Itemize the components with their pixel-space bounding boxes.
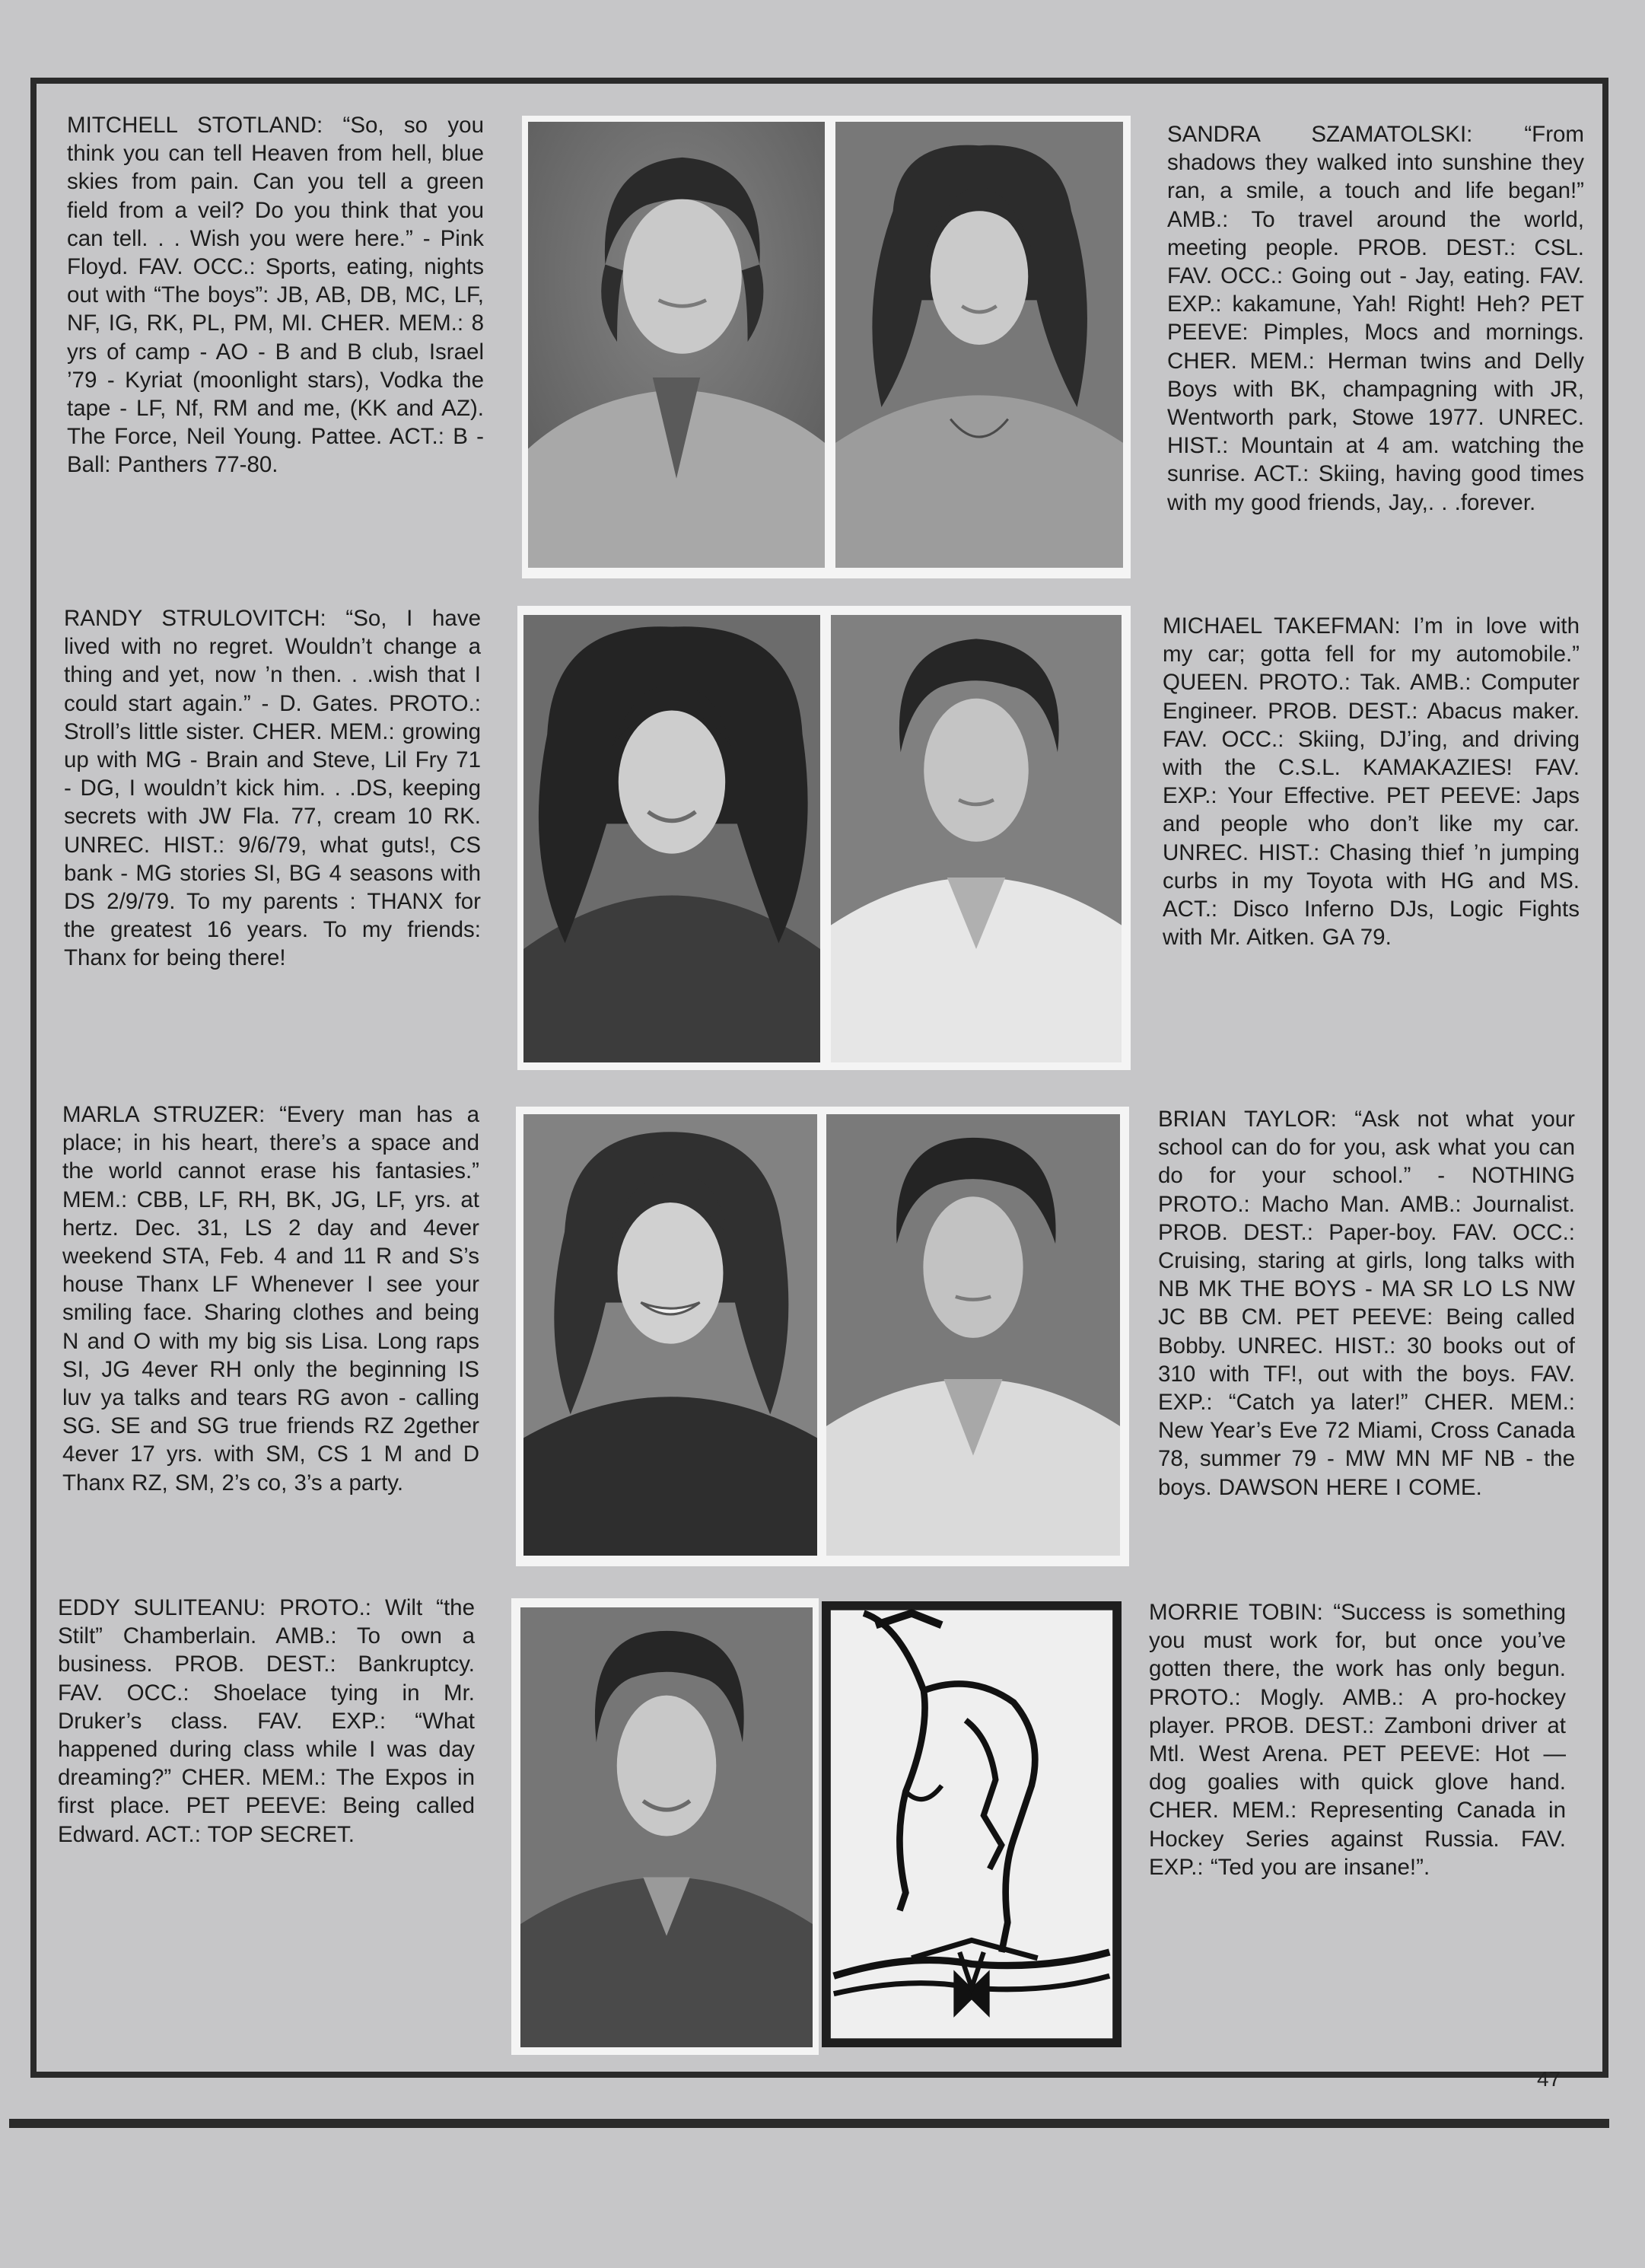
drawing-morrie-tobin <box>822 1601 1122 2047</box>
bio-brian-taylor: BRIAN TAYLOR: “Ask not what your school can do for you, ask what you can do for your school.” - NOTHING PROTO.: Macho Man. AMB.: Journalist. PROB. DEST.: Paper-boy. FAV. OCC.: Cruising, staring at girls, long talks with NB MK THE BOYS - MA SR LO LS NW JC BB CM. PET PEEVE: Being called Bobby. UNREC. HIST.: 30 books out of 310 with TF!, out with the boys. FAV. EXP.: “Catch ya later!” CHER. MEM.: New Year’s Eve 72 Miami, Cross Canada 78, summer 79 - MW MN MF NB - the boys. DAWSON HERE I COME. <box>1158 1107 1575 1500</box>
bio-morrie-tobin: MORRIE TOBIN: “Success is something you must work for, but once you’ve gotten there, the work has only begun. PROTO.: Mogly. AMB.: A pro-hockey player. PROB. DEST.: Zamboni driver at Mtl. West Arena. PET PEEVE: Hot — dog goalies with quick glove hand. CHER. MEM.: Representing Canada in Hockey Series against Russia. FAV. EXP.: “Ted you are insane!”. <box>1149 1600 1566 1880</box>
portrait-brian-taylor <box>826 1114 1120 1556</box>
bio-marla-struzer: MARLA STRUZER: “Every man has a place; in his heart, there’s a space and the world cannot erase his fantasies.” MEM.: CBB, LF, RH, BK, JG, LF, yrs. at hertz. Dec. 31, LS 2 day and 4ever weekend STA, Feb. 4 and 11 R and S’s house Thanx LF Whenever I see your smiling face. Sharing clothes and being N and O with my big sis Lisa. Long raps SI, JG 4ever RH only the beginning IS luv ya talks and tears RG avon - calling SG. SE and SG true friends RZ 2gether 4ever 17 yrs. with SM, CS 1 M and D Thanx RZ, SM, 2’s co, 3’s a party. <box>62 1102 479 1496</box>
bio-randy-strulovitch: RANDY STRULOVITCH: “So, I have lived with no regret. Wouldn’t change a thing and yet, now ’n then. . .wish that I could start again.” - D. Gates. PROTO.: Stroll’s little sister. CHER. MEM.: growing up with MG - Brain and Steve, Lil Fry 71 - DG, I wouldn’t kick him. . .DS, keeping secrets with JW Fla. 77, cream 10 RK. UNREC. HIST.: 9/6/79, what guts!, CS bank - MG stories SI, BG 4 seasons with DS 2/9/79. To my parents : THANX for the greatest 16 years. To my friends: Thanx for being there! <box>64 606 481 971</box>
portrait-sandra-szamatolski <box>835 122 1123 568</box>
bio-mitchell-stotland: MITCHELL STOTLAND: “So, so you think you can tell Heaven from hell, blue skies from pain. Can you tell a green field from a veil? Do you think that you can tell. . . Wish you were here.” - Pink Floyd. FAV. OCC.: Sports, eating, nights out with “The boys”: JB, AB, DB, MC, LF, NF, IG, RK, PL, PM, MI. CHER. MEM.: 8 yrs of camp - AO - B and B club, Israel ’79 - Kyriat (moonlight stars), Vodka the tape - LF, Nf, RM and me, (KK and AZ). The Force, Neil Young. Pattee. ACT.: B - Ball: Panthers 77-80. <box>67 113 484 478</box>
portrait-marla-struzer <box>523 1114 817 1556</box>
bio-eddy-suliteanu: EDDY SULITEANU: PROTO.: Wilt “the Stilt” Chamberlain. AMB.: To own a business. PROB. DEST.: Bankruptcy. FAV. OCC.: Shoelace tying in Mr. Druker’s class. FAV. EXP.: “What happened during class while I was day dreaming?” CHER. MEM.: The Expos in first place. PET PEEVE: Being called Edward. ACT.: TOP SECRET. <box>58 1595 475 1847</box>
bottom-rule <box>9 2119 1609 2128</box>
portrait-randy-strulovitch <box>523 615 820 1062</box>
portrait-mitchell-stotland <box>528 122 825 568</box>
page-number: 47 <box>1537 2067 1561 2091</box>
bio-michael-takefman: MICHAEL TAKEFMAN: I’m in love with my car; gotta fell for my automobile.” QUEEN. PROTO.: Tak. AMB.: Computer Engineer. PROB. DEST.: Abacus maker. FAV. OCC.: Skiing, DJ’ing, and driving with the C.S.L. KAMAKAZIES! FAV. EXP.: Your Effective. PET PEEVE: Japs and people who don’t like my car. UNREC. HIST.: Chasing thief ’n jumping curbs in my Toyota with HG and MS. ACT.: Disco Inferno DJs, Logic Fights with Mr. Aitken. GA 79. <box>1163 613 1580 951</box>
portrait-michael-takefman <box>831 615 1122 1062</box>
portrait-eddy-suliteanu <box>520 1607 813 2047</box>
bio-sandra-szamatolski: SANDRA SZAMATOLSKI: “From shadows they walked into sunshine they ran, a smile, a touch and life began!” AMB.: To travel around the world, meeting people. PROB. DEST.: CSL. FAV. OCC.: Going out - Jay, eating. FAV. EXP.: kakamune, Yah! Right! Heh? PET PEEVE: Pimples, Mocs and mornings. CHER. MEM.: Herman twins and Delly Boys with BK, champagning with JR, Wentworth park, Stowe 1977. UNREC. HIST.: Mountain at 4 am. watching the sunrise. ACT.: Skiing, having good times with my good friends, Jay,. . .forever. <box>1167 122 1584 515</box>
